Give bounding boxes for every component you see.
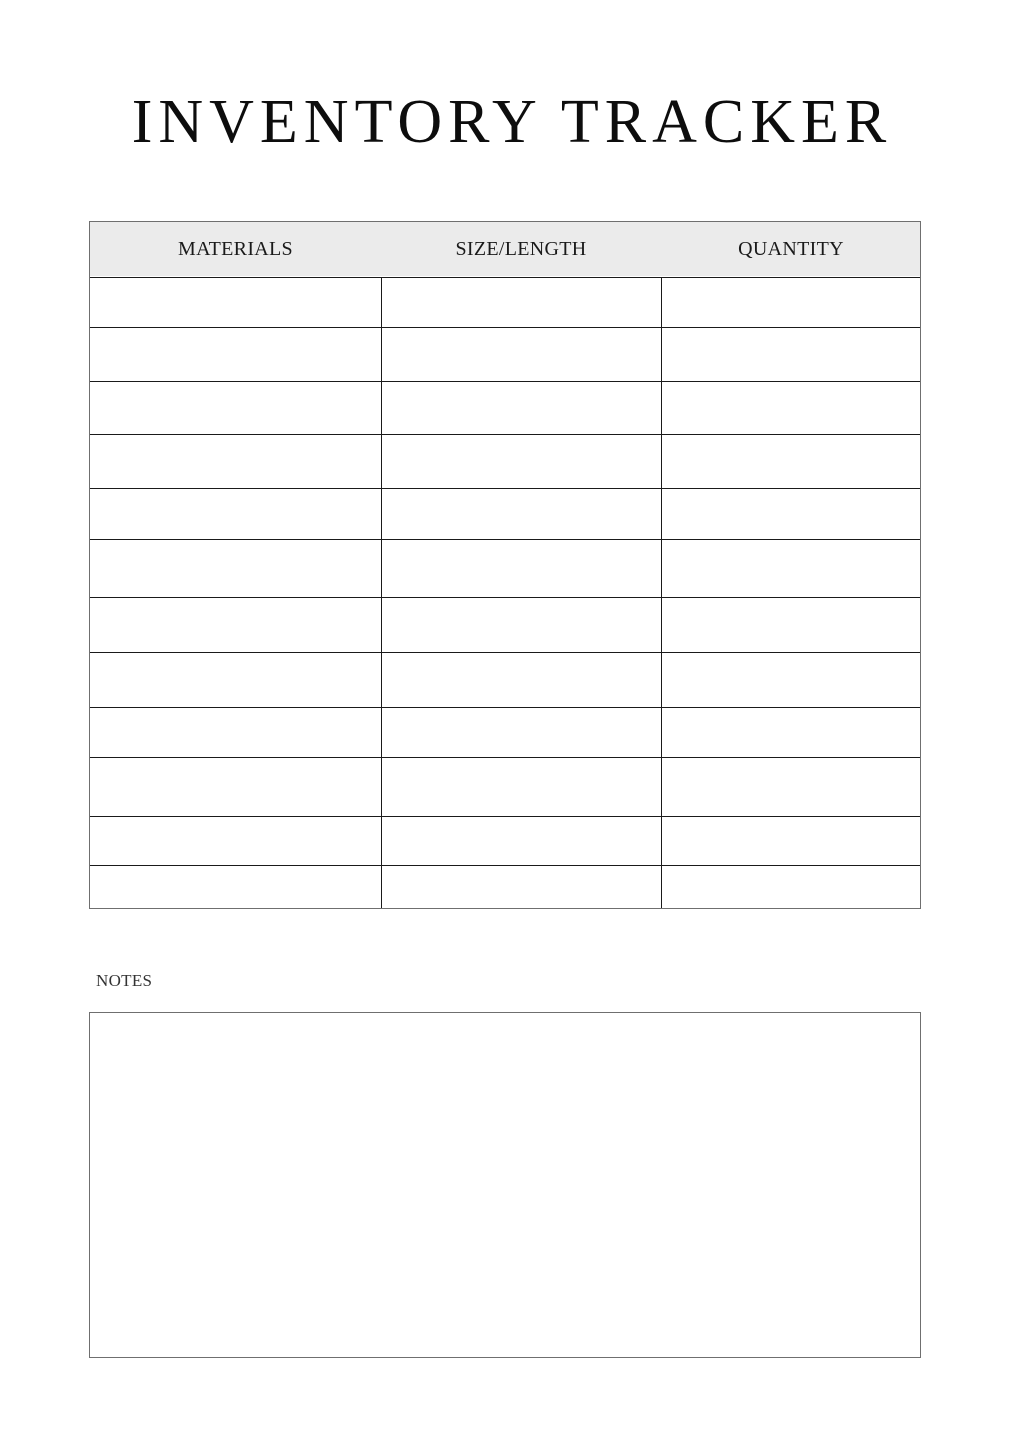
table-cell-size-length[interactable] bbox=[383, 759, 659, 816]
column-header-materials: MATERIALS bbox=[178, 238, 293, 260]
table-cell-size-length[interactable] bbox=[383, 383, 659, 434]
table-row bbox=[90, 279, 920, 327]
table-cell-materials[interactable] bbox=[92, 436, 379, 488]
table-cell-materials[interactable] bbox=[92, 541, 379, 597]
table-cell-materials[interactable] bbox=[92, 599, 379, 652]
table-cell-size-length[interactable] bbox=[383, 867, 659, 909]
row-divider bbox=[90, 381, 920, 382]
table-cell-materials[interactable] bbox=[92, 818, 379, 865]
row-divider bbox=[90, 434, 920, 435]
table-cell-materials[interactable] bbox=[92, 329, 379, 381]
row-divider bbox=[90, 816, 920, 817]
table-cell-quantity[interactable] bbox=[663, 490, 919, 539]
table-row bbox=[90, 490, 920, 539]
row-divider bbox=[90, 757, 920, 758]
table-cell-materials[interactable] bbox=[92, 654, 379, 707]
table-cell-size-length[interactable] bbox=[383, 329, 659, 381]
table-row bbox=[90, 329, 920, 381]
table-row bbox=[90, 709, 920, 757]
table-cell-quantity[interactable] bbox=[663, 279, 919, 327]
table-cell-size-length[interactable] bbox=[383, 490, 659, 539]
table-cell-size-length[interactable] bbox=[383, 279, 659, 327]
table-row bbox=[90, 599, 920, 652]
row-divider bbox=[90, 652, 920, 653]
table-cell-quantity[interactable] bbox=[663, 436, 919, 488]
table-cell-quantity[interactable] bbox=[663, 383, 919, 434]
table-row bbox=[90, 867, 920, 909]
column-header-size-length: SIZE/LENGTH bbox=[455, 238, 587, 260]
notes-label: NOTES bbox=[96, 971, 153, 990]
table-cell-quantity[interactable] bbox=[663, 709, 919, 757]
table-cell-materials[interactable] bbox=[92, 709, 379, 757]
table-cell-quantity[interactable] bbox=[663, 867, 919, 909]
table-row bbox=[90, 818, 920, 865]
table-row bbox=[90, 654, 920, 707]
table-cell-size-length[interactable] bbox=[383, 818, 659, 865]
table-row bbox=[90, 383, 920, 434]
table-cell-materials[interactable] bbox=[92, 867, 379, 909]
table-cell-size-length[interactable] bbox=[383, 709, 659, 757]
table-cell-materials[interactable] bbox=[92, 759, 379, 816]
table-cell-quantity[interactable] bbox=[663, 818, 919, 865]
row-divider bbox=[90, 488, 920, 489]
table-row bbox=[90, 541, 920, 597]
row-divider bbox=[90, 327, 920, 328]
inventory-table bbox=[89, 221, 921, 909]
table-row bbox=[90, 759, 920, 816]
table-cell-quantity[interactable] bbox=[663, 541, 919, 597]
page-title: INVENTORY TRACKER bbox=[131, 88, 893, 156]
column-header-quantity: QUANTITY bbox=[738, 238, 844, 260]
table-cell-materials[interactable] bbox=[92, 279, 379, 327]
row-divider bbox=[90, 707, 920, 708]
table-cell-size-length[interactable] bbox=[383, 436, 659, 488]
row-divider bbox=[90, 539, 920, 540]
row-divider bbox=[90, 865, 920, 866]
table-cell-size-length[interactable] bbox=[383, 599, 659, 652]
row-divider bbox=[90, 277, 920, 278]
table-cell-size-length[interactable] bbox=[383, 541, 659, 597]
table-cell-quantity[interactable] bbox=[663, 599, 919, 652]
row-divider bbox=[90, 597, 920, 598]
table-row bbox=[90, 436, 920, 488]
table-header-row bbox=[90, 222, 920, 276]
table-cell-size-length[interactable] bbox=[383, 654, 659, 707]
table-cell-quantity[interactable] bbox=[663, 654, 919, 707]
notes-box[interactable] bbox=[89, 1012, 921, 1358]
table-cell-quantity[interactable] bbox=[663, 759, 919, 816]
table-cell-quantity[interactable] bbox=[663, 329, 919, 381]
table-cell-materials[interactable] bbox=[92, 490, 379, 539]
table-cell-materials[interactable] bbox=[92, 383, 379, 434]
